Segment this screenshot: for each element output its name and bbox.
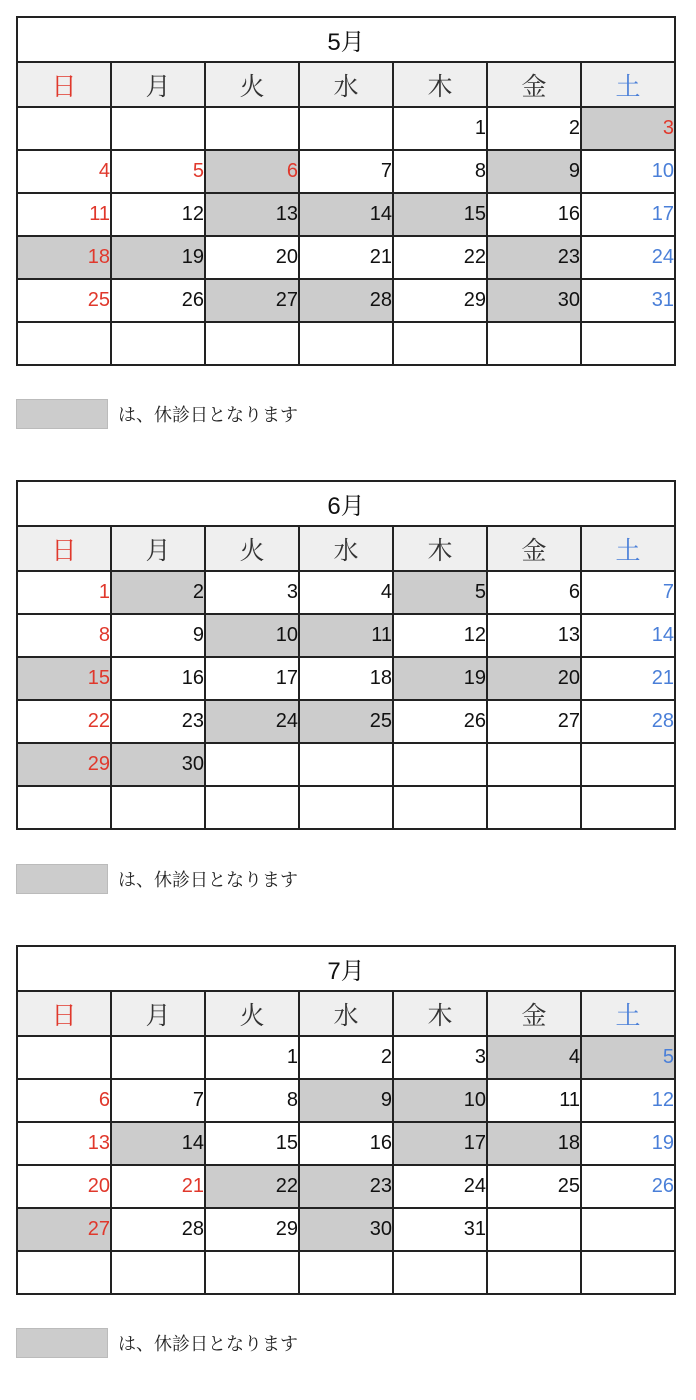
day-cell: 4 (17, 150, 111, 193)
day-cell: 24 (393, 1165, 487, 1208)
day-cell (205, 786, 299, 829)
day-cell (299, 786, 393, 829)
day-cell: 1 (393, 107, 487, 150)
day-cell: 6 (17, 1079, 111, 1122)
day-cell (581, 322, 675, 365)
closed-day-cell: 27 (205, 279, 299, 322)
day-cell: 8 (205, 1079, 299, 1122)
closed-day-cell: 28 (299, 279, 393, 322)
closed-day-cell: 30 (111, 743, 205, 786)
week-row (17, 150, 675, 193)
weekday-header: 土 (581, 991, 675, 1036)
closed-day-cell: 25 (299, 700, 393, 743)
day-cell (487, 322, 581, 365)
weekday-header: 木 (393, 991, 487, 1036)
day-cell: 13 (17, 1122, 111, 1165)
day-cell: 12 (393, 614, 487, 657)
day-cell: 7 (581, 571, 675, 614)
day-cell (581, 1251, 675, 1294)
month-title: 5月 (17, 17, 675, 62)
closed-day-cell: 9 (299, 1079, 393, 1122)
day-cell: 24 (581, 236, 675, 279)
week-row (17, 743, 675, 786)
day-cell: 21 (299, 236, 393, 279)
week-row (17, 1079, 675, 1122)
day-cell: 21 (581, 657, 675, 700)
weekday-header: 金 (487, 526, 581, 571)
day-cell: 18 (299, 657, 393, 700)
weekday-header: 金 (487, 62, 581, 107)
day-cell (299, 1251, 393, 1294)
day-cell: 17 (581, 193, 675, 236)
day-cell: 10 (581, 150, 675, 193)
month-title: 6月 (17, 481, 675, 526)
day-cell (581, 743, 675, 786)
weekday-header: 水 (299, 62, 393, 107)
closed-day-cell: 3 (581, 107, 675, 150)
day-cell: 13 (487, 614, 581, 657)
week-row (17, 700, 675, 743)
week-row (17, 322, 675, 365)
closed-day-cell: 10 (205, 614, 299, 657)
day-cell: 4 (299, 571, 393, 614)
day-cell (487, 1251, 581, 1294)
day-cell: 3 (205, 571, 299, 614)
week-row (17, 614, 675, 657)
closed-day-cell: 17 (393, 1122, 487, 1165)
week-row (17, 1208, 675, 1251)
day-cell (393, 322, 487, 365)
week-row (17, 786, 675, 829)
day-cell (487, 1208, 581, 1251)
day-cell: 1 (17, 571, 111, 614)
day-cell (17, 786, 111, 829)
closed-day-cell: 19 (393, 657, 487, 700)
closed-day-cell: 4 (487, 1036, 581, 1079)
day-cell: 8 (17, 614, 111, 657)
day-cell (17, 1251, 111, 1294)
closed-day-legend (16, 862, 298, 896)
closed-day-cell: 29 (17, 743, 111, 786)
closed-day-cell: 5 (581, 1036, 675, 1079)
closed-day-cell: 9 (487, 150, 581, 193)
day-cell: 28 (581, 700, 675, 743)
day-cell (111, 1251, 205, 1294)
day-cell: 16 (111, 657, 205, 700)
closed-day-cell: 6 (205, 150, 299, 193)
closed-day-cell: 23 (487, 236, 581, 279)
weekday-header: 土 (581, 526, 675, 571)
closed-day-cell: 2 (111, 571, 205, 614)
day-cell (299, 322, 393, 365)
day-cell: 14 (581, 614, 675, 657)
day-cell: 31 (581, 279, 675, 322)
day-cell (111, 322, 205, 365)
closed-day-cell: 14 (299, 193, 393, 236)
day-cell: 12 (581, 1079, 675, 1122)
day-cell (205, 1251, 299, 1294)
closed-day-swatch (16, 1328, 108, 1358)
weekday-header: 日 (17, 62, 111, 107)
closed-day-cell: 10 (393, 1079, 487, 1122)
day-cell: 25 (17, 279, 111, 322)
day-cell (111, 786, 205, 829)
day-cell: 7 (111, 1079, 205, 1122)
weekday-header: 火 (205, 526, 299, 571)
day-cell (17, 107, 111, 150)
day-cell: 9 (111, 614, 205, 657)
day-cell: 3 (393, 1036, 487, 1079)
day-cell (393, 786, 487, 829)
day-cell: 22 (17, 700, 111, 743)
legend-text: は、休診日となります (118, 1334, 298, 1354)
week-row (17, 107, 675, 150)
closed-day-cell: 18 (17, 236, 111, 279)
day-cell (393, 1251, 487, 1294)
day-cell: 19 (581, 1122, 675, 1165)
day-cell (299, 743, 393, 786)
legend-text: は、休診日となります (118, 870, 298, 890)
day-cell: 25 (487, 1165, 581, 1208)
day-cell (205, 743, 299, 786)
day-cell: 15 (205, 1122, 299, 1165)
day-cell (487, 786, 581, 829)
closed-day-cell: 15 (17, 657, 111, 700)
day-cell: 1 (205, 1036, 299, 1079)
closed-day-cell: 18 (487, 1122, 581, 1165)
day-cell: 29 (205, 1208, 299, 1251)
day-cell: 16 (487, 193, 581, 236)
day-cell: 22 (393, 236, 487, 279)
closed-day-cell: 24 (205, 700, 299, 743)
weekday-header: 金 (487, 991, 581, 1036)
week-row (17, 236, 675, 279)
day-cell (17, 1036, 111, 1079)
day-cell (299, 107, 393, 150)
day-cell (17, 322, 111, 365)
weekday-header: 日 (17, 991, 111, 1036)
day-cell: 21 (111, 1165, 205, 1208)
day-cell: 12 (111, 193, 205, 236)
closed-day-legend (16, 1326, 298, 1360)
day-cell: 31 (393, 1208, 487, 1251)
weekday-header: 月 (111, 991, 205, 1036)
day-cell (487, 743, 581, 786)
closed-day-cell: 14 (111, 1122, 205, 1165)
day-cell: 20 (205, 236, 299, 279)
closed-day-cell: 15 (393, 193, 487, 236)
week-row (17, 1251, 675, 1294)
week-row (17, 657, 675, 700)
month-calendar-july (16, 945, 676, 1295)
closed-day-cell: 22 (205, 1165, 299, 1208)
day-cell: 7 (299, 150, 393, 193)
week-row (17, 1122, 675, 1165)
closed-day-cell: 27 (17, 1208, 111, 1251)
closed-day-legend (16, 397, 298, 431)
closed-day-swatch (16, 399, 108, 429)
closed-day-cell: 5 (393, 571, 487, 614)
day-cell (393, 743, 487, 786)
day-cell (111, 107, 205, 150)
legend-text: は、休診日となります (118, 405, 298, 425)
day-cell: 20 (17, 1165, 111, 1208)
weekday-header: 火 (205, 62, 299, 107)
day-cell: 5 (111, 150, 205, 193)
weekday-header: 木 (393, 62, 487, 107)
closed-day-cell: 13 (205, 193, 299, 236)
day-cell: 16 (299, 1122, 393, 1165)
day-cell (205, 322, 299, 365)
day-cell: 17 (205, 657, 299, 700)
month-calendar-may (16, 16, 676, 366)
weekday-header: 月 (111, 526, 205, 571)
week-row (17, 279, 675, 322)
day-cell: 6 (487, 571, 581, 614)
closed-day-cell: 19 (111, 236, 205, 279)
day-cell: 26 (393, 700, 487, 743)
day-cell: 26 (581, 1165, 675, 1208)
day-cell: 26 (111, 279, 205, 322)
day-cell: 11 (487, 1079, 581, 1122)
weekday-header: 木 (393, 526, 487, 571)
calendar-table (16, 945, 676, 1295)
day-cell (205, 107, 299, 150)
weekday-header: 火 (205, 991, 299, 1036)
weekday-header: 水 (299, 991, 393, 1036)
day-cell: 2 (487, 107, 581, 150)
day-cell: 27 (487, 700, 581, 743)
week-row (17, 571, 675, 614)
closed-day-swatch (16, 864, 108, 894)
weekday-header: 水 (299, 526, 393, 571)
day-cell (581, 786, 675, 829)
day-cell: 2 (299, 1036, 393, 1079)
day-cell: 28 (111, 1208, 205, 1251)
day-cell (111, 1036, 205, 1079)
closed-day-cell: 11 (299, 614, 393, 657)
calendar-table (16, 16, 676, 366)
day-cell: 8 (393, 150, 487, 193)
closed-day-cell: 30 (299, 1208, 393, 1251)
week-row (17, 1036, 675, 1079)
weekday-header: 土 (581, 62, 675, 107)
closed-day-cell: 20 (487, 657, 581, 700)
day-cell: 11 (17, 193, 111, 236)
month-calendar-june (16, 480, 676, 830)
closed-day-cell: 23 (299, 1165, 393, 1208)
day-cell: 23 (111, 700, 205, 743)
day-cell (581, 1208, 675, 1251)
day-cell: 29 (393, 279, 487, 322)
week-row (17, 193, 675, 236)
calendar-table (16, 480, 676, 830)
weekday-header: 月 (111, 62, 205, 107)
month-title: 7月 (17, 946, 675, 991)
weekday-header: 日 (17, 526, 111, 571)
closed-day-cell: 30 (487, 279, 581, 322)
week-row (17, 1165, 675, 1208)
